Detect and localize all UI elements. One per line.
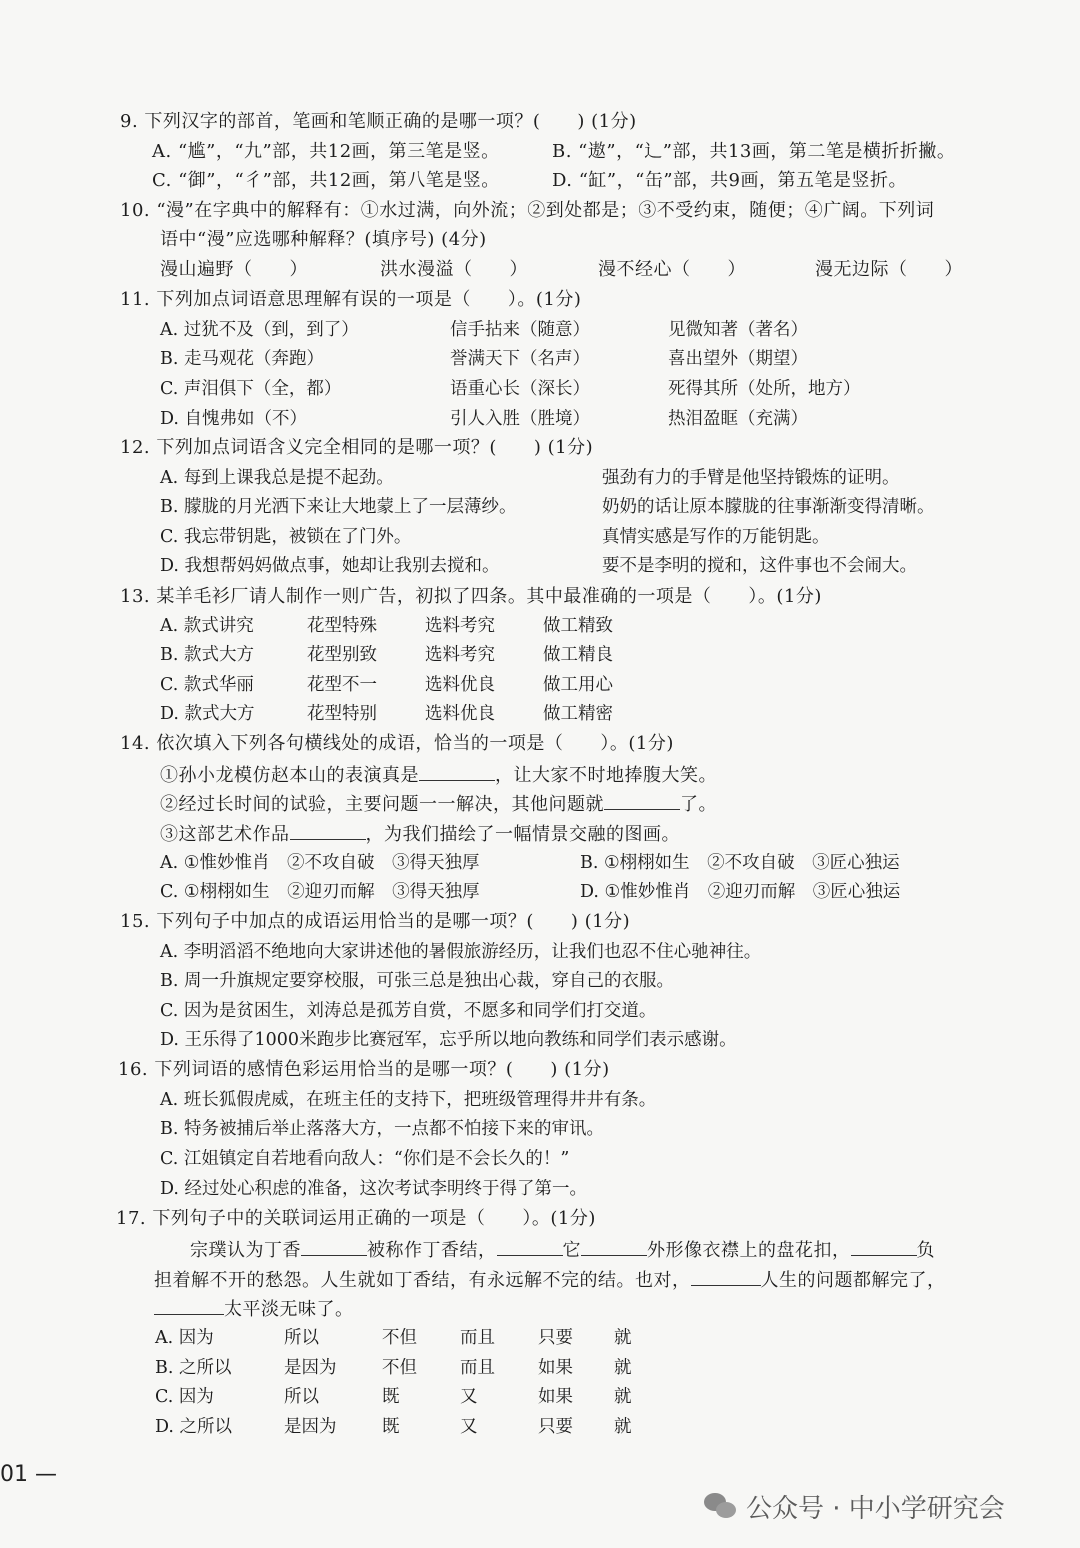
q17-p2b: 人生的问题都解完了， bbox=[760, 1270, 946, 1291]
q17-p1d: 外形像衣襟上的盘花扣， bbox=[647, 1240, 851, 1261]
q13-b-3: 选料考究 bbox=[425, 645, 495, 665]
q17-b-5: 如果 bbox=[538, 1358, 573, 1378]
q14-sentence-3 bbox=[160, 821, 680, 847]
q17-a-1: A. 因为 bbox=[155, 1328, 214, 1348]
blank bbox=[497, 1237, 563, 1256]
q17-a-2: 所以 bbox=[284, 1328, 319, 1348]
q13-a-3: 选料考究 bbox=[425, 616, 495, 636]
q10-stem-line1: 10. “漫”在字典中的解释有：①水过满，向外流；②到处都是；③不受约束，随便；④广阔。下列词 bbox=[120, 200, 935, 221]
blank bbox=[154, 1296, 224, 1315]
q17-d-2: 是因为 bbox=[284, 1417, 337, 1437]
watermark bbox=[704, 1488, 1005, 1525]
q14-sentence-2 bbox=[160, 791, 717, 817]
q17-a-5: 只要 bbox=[538, 1328, 573, 1348]
q11-b-2: 誉满天下（名声） bbox=[450, 349, 590, 369]
q17-p1e: 负 bbox=[916, 1240, 935, 1261]
q17-d-3: 既 bbox=[382, 1417, 400, 1437]
q11-c-1: C. 声泪俱下（全，都） bbox=[160, 379, 342, 399]
q11-stem: 11. 下列加点词语意思理解有误的一项是（ ）。(1分) bbox=[120, 289, 582, 310]
q11-a-1: A. 过犹不及（到，到了） bbox=[160, 320, 359, 340]
q17-c-2: 所以 bbox=[284, 1387, 319, 1407]
q15-option-b: B. 周一升旗规定要穿校服，可张三总是独出心裁，穿自己的衣服。 bbox=[160, 971, 674, 991]
q17-p1c: 它 bbox=[562, 1240, 581, 1261]
q13-a-2: 花型特殊 bbox=[307, 616, 377, 636]
q14-s3-tail: ，为我们描绘了一幅情景交融的图画。 bbox=[365, 824, 680, 845]
q17-b-1: B. 之所以 bbox=[155, 1358, 232, 1378]
q15-option-c: C. 因为是贫困生，刘涛总是孤芳自赏，不愿多和同学们打交道。 bbox=[160, 1001, 657, 1021]
q13-d-4: 做工精密 bbox=[543, 704, 613, 724]
q12-d-1: D. 我想帮妈妈做点事，她却让我别去搅和。 bbox=[160, 556, 500, 576]
q14-sentence-1 bbox=[160, 762, 717, 788]
q9-option-a: A. “尴”，“九”部，共12画，第三笔是竖。 bbox=[152, 141, 500, 162]
q17-p3: 太平淡无味了。 bbox=[224, 1299, 354, 1320]
q10-word-3: 漫不经心（ ） bbox=[598, 259, 746, 280]
blank bbox=[290, 821, 366, 840]
q16-option-b: B. 特务被捕后举止落落大方，一点都不怕接下来的审讯。 bbox=[160, 1119, 604, 1139]
q17-d-6: 就 bbox=[614, 1417, 632, 1437]
q12-b-1: B. 朦胧的月光洒下来让大地蒙上了一层薄纱。 bbox=[160, 497, 517, 517]
q13-d-2: 花型特别 bbox=[307, 704, 377, 724]
q17-c-6: 就 bbox=[614, 1387, 632, 1407]
q15-option-d: D. 王乐得了1000米跑步比赛冠军，忘乎所以地向教练和同学们表示感谢。 bbox=[160, 1030, 737, 1050]
q9-stem: 9. 下列汉字的部首，笔画和笔顺正确的是哪一项？( ) (1分) bbox=[120, 111, 637, 132]
q14-s3-head: ③这部艺术作品 bbox=[160, 824, 290, 845]
q10-stem-line2: 语中“漫”应选哪种解释？(填序号) (4分) bbox=[160, 229, 487, 250]
blank bbox=[604, 791, 680, 810]
q14-option-c: C. ①栩栩如生 ②迎刃而解 ③得天独厚 bbox=[160, 882, 480, 902]
q17-d-4: 又 bbox=[460, 1417, 478, 1437]
q12-b-2: 奶奶的话让原本朦胧的往事渐渐变得清晰。 bbox=[602, 497, 935, 517]
q13-stem: 13. 某羊毛衫厂请人制作一则广告，初拟了四条。其中最准确的一项是（ ）。(1分) bbox=[120, 586, 822, 607]
q15-stem: 15. 下列句子中加点的成语运用恰当的是哪一项？( ) (1分) bbox=[120, 911, 631, 932]
blank bbox=[691, 1267, 761, 1286]
q13-b-2: 花型别致 bbox=[307, 645, 377, 665]
page-number: 01 — bbox=[0, 1462, 57, 1487]
q17-b-2: 是因为 bbox=[284, 1358, 337, 1378]
q17-passage-line3 bbox=[154, 1296, 354, 1322]
q12-stem: 12. 下列加点词语含义完全相同的是哪一项？( ) (1分) bbox=[120, 437, 594, 458]
q11-d-2: 引人入胜（胜境） bbox=[450, 409, 590, 429]
q17-b-3: 不但 bbox=[382, 1358, 417, 1378]
q9-option-c: C. “御”，“彳”部，共12画，第八笔是竖。 bbox=[152, 170, 500, 191]
q12-a-1: A. 每到上课我总是提不起劲。 bbox=[160, 468, 394, 488]
q17-c-5: 如果 bbox=[538, 1387, 573, 1407]
q14-s2-head: ②经过长时间的试验，主要问题一一解决，其他问题就 bbox=[160, 794, 604, 815]
q12-a-2: 强劲有力的手臂是他坚持锻炼的证明。 bbox=[602, 468, 900, 488]
q13-a-1: A. 款式讲究 bbox=[160, 616, 254, 636]
q17-c-3: 既 bbox=[382, 1387, 400, 1407]
q17-a-6: 就 bbox=[614, 1328, 632, 1348]
q17-d-5: 只要 bbox=[538, 1417, 573, 1437]
q11-c-3: 死得其所（处所，地方） bbox=[668, 379, 861, 399]
q13-c-1: C. 款式华丽 bbox=[160, 675, 254, 695]
blank bbox=[851, 1237, 917, 1256]
blank bbox=[301, 1237, 367, 1256]
q10-word-1: 漫山遍野（ ） bbox=[160, 259, 308, 280]
q14-option-b: B. ①栩栩如生 ②不攻自破 ③匠心独运 bbox=[580, 853, 900, 873]
q17-passage-line2 bbox=[154, 1267, 946, 1293]
q16-option-a: A. 班长狐假虎威，在班主任的支持下，把班级管理得井井有条。 bbox=[160, 1090, 657, 1110]
q17-p1a: 宗璞认为丁香 bbox=[190, 1240, 301, 1261]
q9-option-d: D. “缸”，“缶”部，共9画，第五笔是竖折。 bbox=[552, 170, 907, 191]
q17-passage-line1 bbox=[190, 1237, 935, 1263]
q14-s2-tail: 了。 bbox=[680, 794, 717, 815]
q14-s1-tail: ，让大家不时地捧腹大笑。 bbox=[495, 765, 717, 786]
q10-word-4: 漫无边际（ ） bbox=[815, 259, 963, 280]
q17-b-6: 就 bbox=[614, 1358, 632, 1378]
q14-option-a: A. ①惟妙惟肖 ②不攻自破 ③得天独厚 bbox=[160, 853, 480, 873]
q13-b-1: B. 款式大方 bbox=[160, 645, 254, 665]
q12-d-2: 要不是李明的搅和，这件事也不会闹大。 bbox=[602, 556, 917, 576]
q13-b-4: 做工精良 bbox=[543, 645, 613, 665]
q17-d-1: D. 之所以 bbox=[155, 1417, 233, 1437]
q16-option-d: D. 经过处心积虑的准备，这次考试李明终于得了第一。 bbox=[160, 1179, 588, 1199]
q17-b-4: 而且 bbox=[460, 1358, 495, 1378]
q14-option-d: D. ①惟妙惟肖 ②迎刃而解 ③匠心独运 bbox=[580, 882, 901, 902]
q12-c-2: 真情实感是写作的万能钥匙。 bbox=[602, 527, 830, 547]
q13-c-2: 花型不一 bbox=[307, 675, 377, 695]
q17-p2a: 担着解不开的愁怨。人生就如丁香结，有永远解不完的结。也对， bbox=[154, 1270, 691, 1291]
q13-a-4: 做工精致 bbox=[543, 616, 613, 636]
q17-p1b: 被称作丁香结， bbox=[367, 1240, 497, 1261]
q11-b-3: 喜出望外（期望） bbox=[668, 349, 808, 369]
q12-c-1: C. 我忘带钥匙，被锁在了门外。 bbox=[160, 527, 412, 547]
wechat-icon bbox=[704, 1493, 738, 1521]
q17-stem: 17. 下列句子中的关联词运用正确的一项是（ ）。(1分) bbox=[116, 1208, 596, 1229]
q11-a-2: 信手拈来（随意） bbox=[450, 320, 590, 340]
blank bbox=[581, 1237, 647, 1256]
q17-c-1: C. 因为 bbox=[155, 1387, 214, 1407]
q13-d-1: D. 款式大方 bbox=[160, 704, 255, 724]
blank bbox=[419, 762, 495, 781]
q11-a-3: 见微知著（著名） bbox=[668, 320, 808, 340]
q10-word-2: 洪水漫溢（ ） bbox=[380, 259, 528, 280]
q14-stem: 14. 依次填入下列各句横线处的成语，恰当的一项是（ ）。(1分) bbox=[120, 733, 674, 754]
q11-b-1: B. 走马观花（奔跑） bbox=[160, 349, 324, 369]
q16-stem: 16. 下列词语的感情色彩运用恰当的是哪一项？( ) (1分) bbox=[118, 1059, 610, 1080]
q17-a-4: 而且 bbox=[460, 1328, 495, 1348]
q13-d-3: 选料优良 bbox=[425, 704, 495, 724]
watermark-text: 公众号 · 中小学研究会 bbox=[746, 1494, 1005, 1524]
q15-option-a: A. 李明滔滔不绝地向大家讲述他的暑假旅游经历，让我们也忍不住心驰神往。 bbox=[160, 942, 762, 962]
q13-c-3: 选料优良 bbox=[425, 675, 495, 695]
q14-s1-head: ①孙小龙模仿赵本山的表演真是 bbox=[160, 765, 419, 786]
q17-a-3: 不但 bbox=[382, 1328, 417, 1348]
q13-c-4: 做工用心 bbox=[543, 675, 613, 695]
q16-option-c: C. 江姐镇定自若地看向敌人：“你们是不会长久的！” bbox=[160, 1149, 570, 1169]
q9-option-b: B. “遨”，“辶”部，共13画，第二笔是横折折撇。 bbox=[552, 141, 956, 162]
q11-d-3: 热泪盈眶（充满） bbox=[668, 409, 808, 429]
q11-d-1: D. 自愧弗如（不） bbox=[160, 409, 308, 429]
q17-c-4: 又 bbox=[460, 1387, 478, 1407]
q11-c-2: 语重心长（深长） bbox=[450, 379, 590, 399]
